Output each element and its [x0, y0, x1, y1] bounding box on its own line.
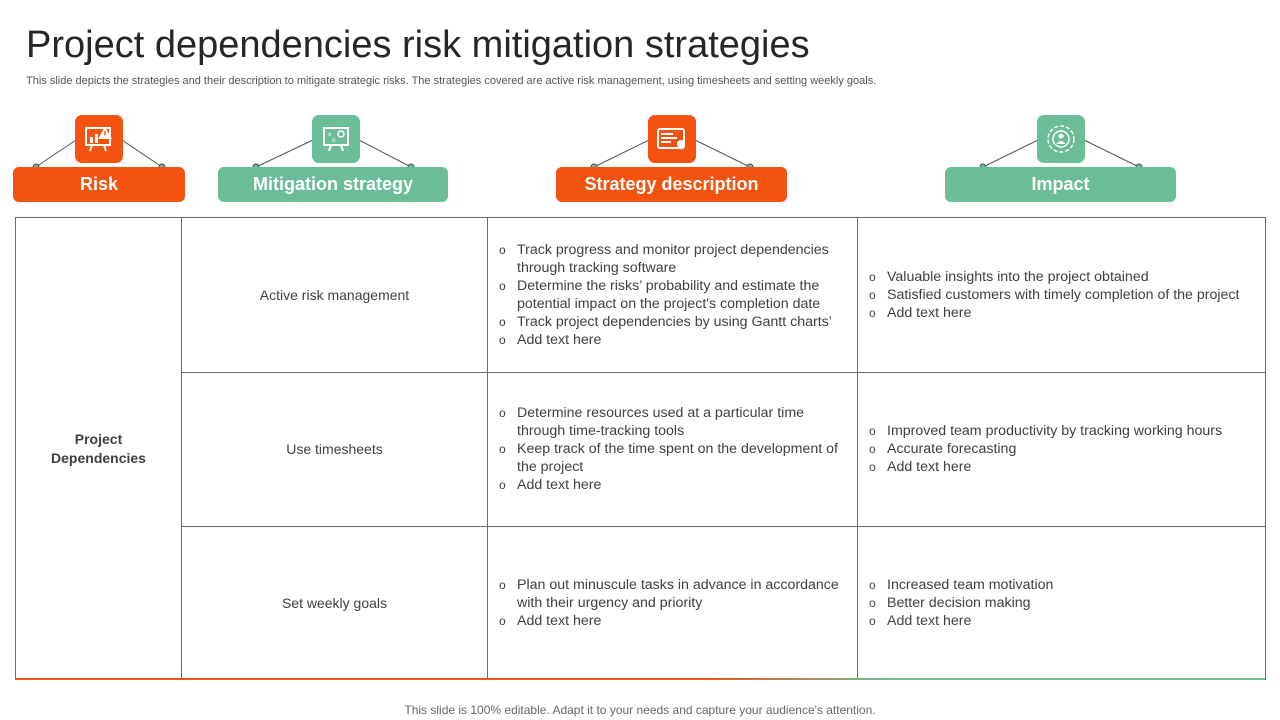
document-card-icon	[648, 115, 696, 163]
list-item: o Add text here	[869, 458, 1254, 476]
impact-cell	[858, 218, 1266, 373]
strategy-label: Set weekly goals	[281, 594, 388, 611]
slide-footer: This slide is 100% editable. Adapt it to your needs and capture your audience's attention.	[404, 703, 876, 717]
list-item: o Increased team motivation	[869, 576, 1254, 594]
header-strategy-description: Strategy description	[556, 167, 787, 202]
strategy-cell	[182, 526, 488, 679]
list-item: o Track progress and monitor project dependencies through tracking software	[499, 241, 846, 277]
list-item: o Add text here	[499, 612, 846, 630]
strategy-label: Use timesheets	[286, 441, 383, 458]
list-item: o Satisfied customers with timely completion of the project	[869, 286, 1254, 304]
list-item: o Add text here	[869, 612, 1254, 630]
table-bottom-accent	[15, 678, 1265, 680]
impact-cell	[858, 526, 1266, 679]
target-people-icon	[1037, 115, 1085, 163]
list-item: o Add text here	[869, 304, 1254, 322]
table-row	[16, 218, 1266, 373]
list-item: o Add text here	[499, 476, 846, 494]
description-cell	[488, 218, 858, 373]
description-cell	[488, 526, 858, 679]
risk-warning-icon	[75, 115, 123, 163]
risk-mitigation-table	[15, 217, 1266, 680]
header-risk: Risk	[13, 167, 185, 202]
list-item: o Plan out minuscule tasks in advance in accordance with their urgency and priority	[499, 576, 846, 612]
header-mitigation-strategy: Mitigation strategy	[218, 167, 448, 202]
impact-cell	[858, 373, 1266, 526]
description-cell	[488, 373, 858, 526]
slide-title: Project dependencies risk mitigation strategies	[26, 24, 810, 66]
risk-label: Project Dependencies	[51, 430, 146, 466]
list-item: o Add text here	[499, 331, 846, 349]
svg-text:o: o	[332, 137, 336, 144]
list-item: o Valuable insights into the project obtained	[869, 268, 1254, 286]
list-item: o Better decision making	[869, 594, 1254, 612]
risk-cell	[16, 218, 182, 680]
strategy-cell	[182, 373, 488, 526]
strategy-label: Active risk management	[259, 287, 410, 304]
list-item: o Accurate forecasting	[869, 440, 1254, 458]
list-item: o Track project dependencies by using Gantt charts’	[499, 313, 846, 331]
table-row	[16, 373, 1266, 526]
list-item: o Determine resources used at a particular time through time-tracking tools	[499, 404, 846, 440]
table-row	[16, 526, 1266, 679]
list-item: o Improved team productivity by tracking working hours	[869, 422, 1254, 440]
list-item: o Determine the risks’ probability and estimate the potential impact on the project's completion date	[499, 277, 846, 313]
strategy-board-icon	[312, 115, 360, 163]
header-impact: Impact	[945, 167, 1176, 202]
list-item: o Keep track of the time spent on the development of the project	[499, 440, 846, 476]
slide-subtitle: This slide depicts the strategies and their description to mitigate strategic risks. The strategies covered are active risk management, using timesheets and setting weekly goals.	[26, 75, 877, 87]
strategy-cell	[182, 218, 488, 373]
svg-text:x: x	[328, 131, 332, 138]
